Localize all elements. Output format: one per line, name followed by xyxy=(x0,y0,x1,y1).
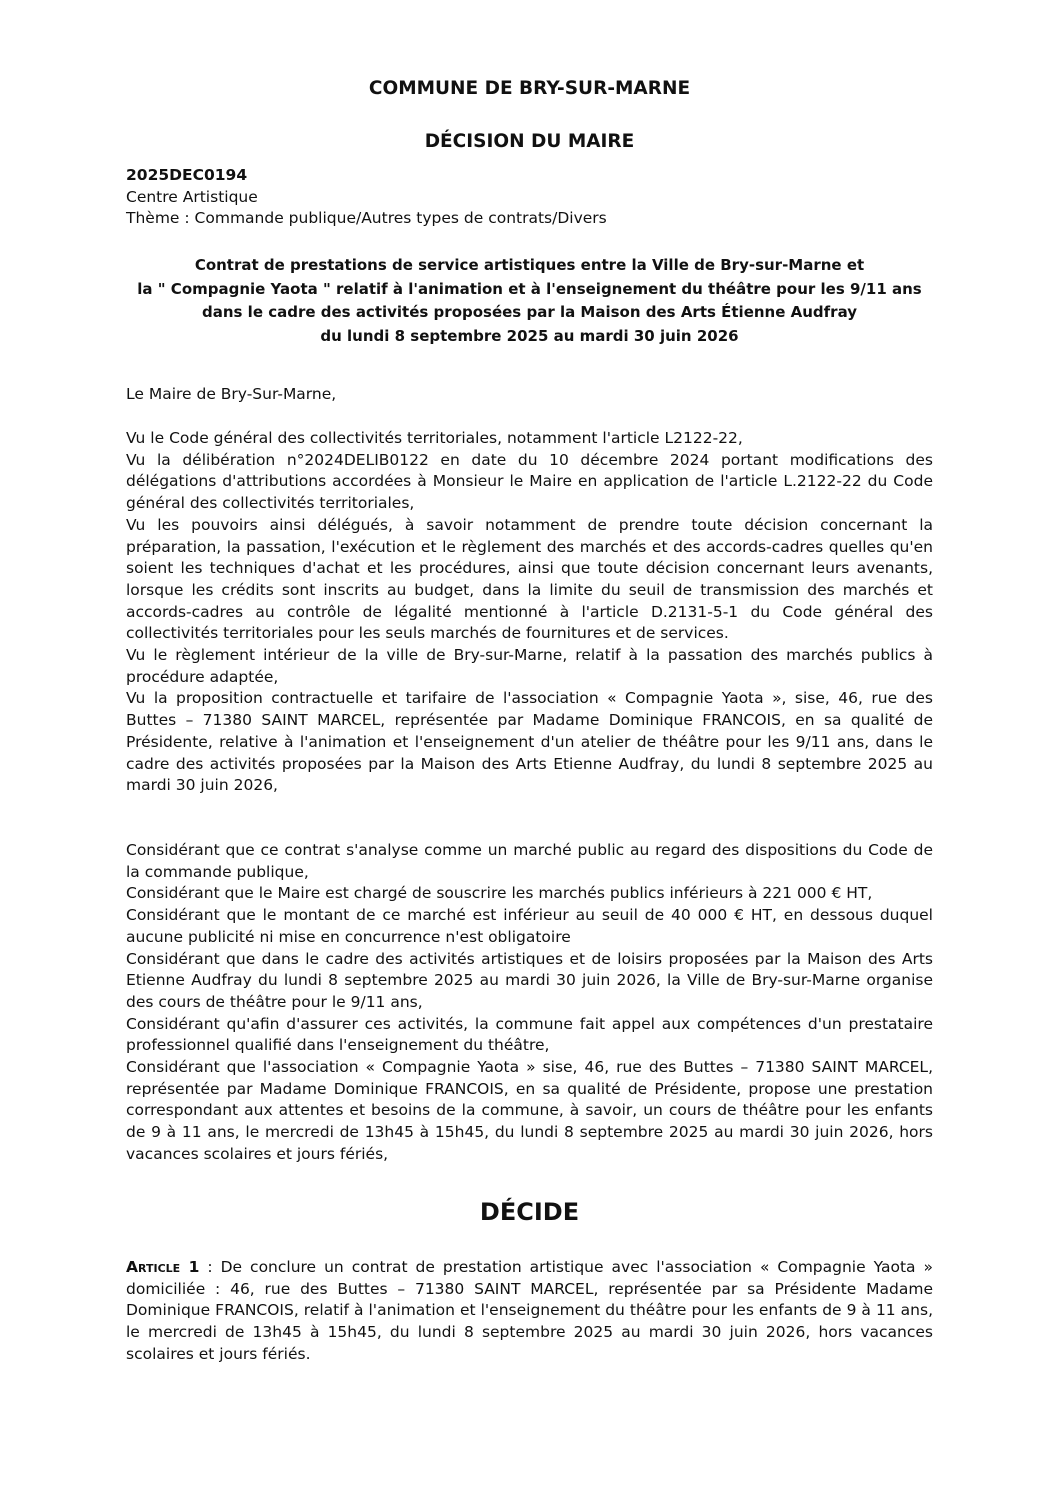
visa-paragraph: Vu les pouvoirs ainsi délégués, à savoir notamment de prendre toute décision concernant la préparation, la passation, l'exécution et le règlement des marchés et des accords-cadres quelles qu'en soient les techniques d'achat et les procédures, ainsi que toute décision concernant leurs avenants, lorsque les crédits sont inscrits au budget, dans la limite du seuil de transmission des marchés et accords-cadres au contrôle de légalité mentionné à l'article D.2131-5-1 du Code général des collectivités territoriales pour les seuls marchés de fournitures et de services. xyxy=(126,515,933,643)
visa-paragraph: Vu la délibération n°2024DELIB0122 en date du 10 décembre 2024 portant modifications des délégations d'attributions accordées à Monsieur le Maire en application de l'article L.2122-22 du Code général des collectivités territoriales, xyxy=(126,450,933,513)
article-1-paragraph xyxy=(126,1257,933,1366)
considerant-paragraph: Considérant que le Maire est chargé de souscrire les marchés publics inférieurs à 221 000 € HT, xyxy=(126,884,873,903)
considerant-paragraph: Considérant qu'afin d'assurer ces activités, la commune fait appel aux compétences d'un prestataire professionnel qualifié dans l'enseignement du théâtre, xyxy=(126,1014,933,1055)
decision-title: DÉCISION DU MAIRE xyxy=(424,131,635,152)
article-1 xyxy=(126,1257,933,1366)
article-1-text: : De conclure un contrat de prestation artistique avec l'association « Compagnie Yaota » domiciliée : 46, rue des Buttes – 71380 SAINT MARCEL, représentée par sa Présidente Madame Dominique FRANCOIS, relatif à l'animation et l'enseignement du théâtre pour les enfants de 9 à 11 ans, le mercredi de 13h45 à 15h45, du lundi 8 septembre 2025 au mardi 30 juin 2026, hors vacances scolaires et jours fériés. xyxy=(126,1258,933,1363)
opening-line xyxy=(126,384,933,406)
service-name: Centre Artistique xyxy=(126,187,258,206)
visa-paragraph: Vu la proposition contractuelle et tarifaire de l'association « Compagnie Yaota », sise, 46, rue des Buttes – 71380 SAINT MARCEL, représentée par Madame Dominique FRANCOIS, en sa qualité de Présidente, relative à l'animation et l'enseignement d'un atelier de théâtre pour les 9/11 ans, dans le cadre des activités proposées par la Maison des Arts Etienne Audfray, du lundi 8 septembre 2025 au mardi 30 juin 2026, xyxy=(126,689,933,795)
decision-code: 2025DEC0194 xyxy=(126,166,248,184)
decision-meta xyxy=(126,165,933,230)
considerants-section xyxy=(126,840,933,1166)
opening-text: Le Maire de Bry-Sur-Marne, xyxy=(126,385,337,403)
article-1-label: Article 1 xyxy=(126,1258,200,1276)
subject-line: du lundi 8 septembre 2025 au mardi 30 juin 2026 xyxy=(320,326,739,345)
commune-heading: COMMUNE DE BRY-SUR-MARNE xyxy=(368,78,691,99)
theme-line: Thème : Commande publique/Autres types de contrats/Divers xyxy=(126,209,607,227)
visa-paragraph: Vu le Code général des collectivités territoriales, notamment l'article L2122-22, xyxy=(126,429,743,447)
considerant-paragraph: Considérant que le montant de ce marché est inférieur au seuil de 40 000 € HT, en dessous duquel aucune publicité ni mise en concurrence n'est obligatoire xyxy=(126,906,933,946)
considerant-paragraph: Considérant que l'association « Compagnie Yaota » sise, 46, rue des Buttes – 71380 SAINT MARCEL, représentée par Madame Dominique FRANCOIS, en sa qualité de Présidente, propose une prestation correspondant aux attentes et besoins de la commune, à savoir, un cours de théâtre pour les enfants de 9 à 11 ans, le mercredi de 13h45 à 15h45, du lundi 8 septembre 2025 au mardi 30 juin 2026, hors vacances scolaires et jours fériés, xyxy=(126,1058,933,1163)
considerant-paragraph: Considérant que ce contrat s'analyse comme un marché public au regard des dispositions du Code de la commande publique, xyxy=(126,841,933,881)
visas-section xyxy=(126,428,933,797)
subject-line: la " Compagnie Yaota " relatif à l'animation et à l'enseignement du théâtre pour les 9/11 ans xyxy=(137,279,922,298)
decision-subject xyxy=(126,254,933,348)
subject-line: dans le cadre des activités proposées par la Maison des Arts Étienne Audfray xyxy=(201,303,858,321)
visa-paragraph: Vu le règlement intérieur de la ville de Bry-sur-Marne, relatif à la passation des marchés publics à procédure adaptée, xyxy=(126,646,933,686)
decide-heading: DÉCIDE xyxy=(479,1198,580,1226)
subject-line: Contrat de prestations de service artistiques entre la Ville de Bry-sur-Marne et xyxy=(194,256,865,274)
considerant-paragraph: Considérant que dans le cadre des activités artistiques et de loisirs proposées par la Maison des Arts Etienne Audfray du lundi 8 septembre 2025 au mardi 30 juin 2026, la Ville de Bry-sur-Marne organise des cours de théâtre pour le 9/11 ans, xyxy=(126,949,933,1011)
